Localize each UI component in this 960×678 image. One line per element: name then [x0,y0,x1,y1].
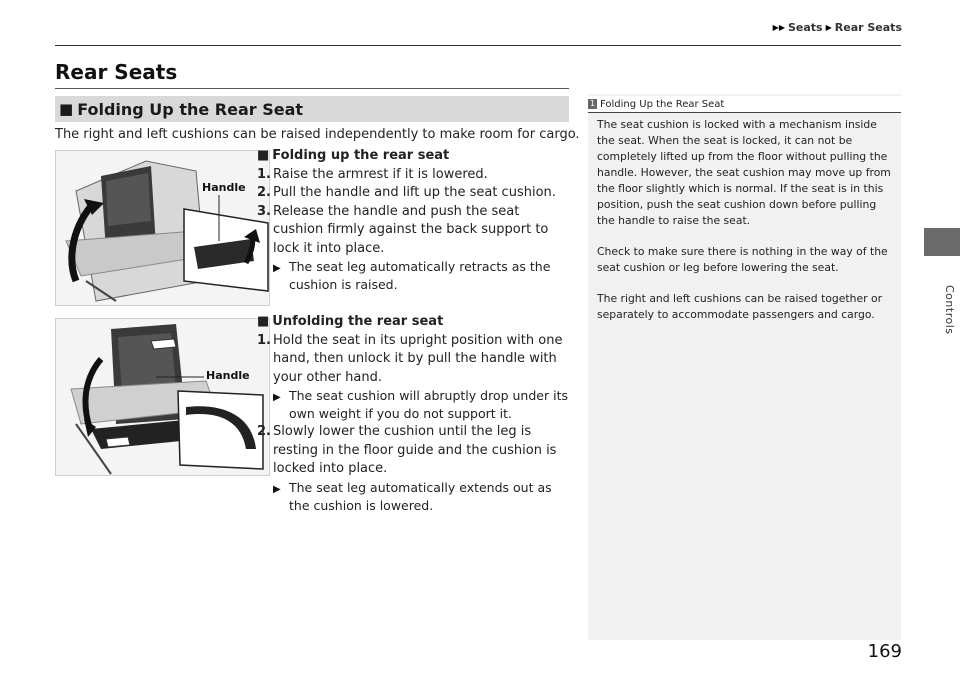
section-title: Folding Up the Rear Seat [77,99,304,119]
header-divider [55,45,901,46]
note-item: ▶ The seat leg automatically extends out as the cushion is lowered. [273,479,552,513]
folding-seat-drawing [56,151,270,306]
breadcrumb [773,21,902,34]
sidebar-paragraph: The seat cushion is locked with a mechanism inside the seat. When the seat is locked, it can not be completely lifted up from the floor without pulling the handle. However, the seat cushion may move up from the floor slightly which is normal. If the seat is in this position, push the seat cushion down before pulling the handle to raise the seat. [597,118,891,227]
section-intro: The right and left cushions can be raised independently to make room for cargo. [55,127,580,142]
unfolding-subheading: ■ Unfolding the rear seat [257,314,444,329]
sidebar-paragraph: Check to make sure there is nothing in the way of the seat cushion or leg before lowering the seat. [597,245,888,274]
handle-callout-label: Handle [202,181,246,194]
unfolding-illustration [55,318,270,476]
breadcrumb-seats[interactable]: Seats [787,21,823,34]
folding-subheading: ■ Folding up the rear seat [257,148,450,163]
arrow-right-icon: ▶ [273,483,281,495]
note-item: ▶ The seat cushion will abruptly drop under its own weight if you do not support it. [273,388,568,421]
sidebar-paragraph: The right and left cushions can be raised together or separately to accommodate passengers and cargo. [597,292,883,321]
triangle-right-icon: ▶▶ [772,23,785,32]
sidebar-heading[interactable]: 1 Folding Up the Rear Seat [588,96,901,113]
reference-sidebar [588,94,901,640]
breadcrumb-rear-seats[interactable]: Rear Seats [834,21,902,34]
chapter-tab-label[interactable]: Controls [943,285,956,335]
folding-steps [257,147,571,294]
square-bullet-icon: ■ [257,314,270,329]
page-number: 169 [867,641,902,662]
list-item: 3. Release the handle and push the seat cushion firmly against the back support to lock it into place. [257,203,549,256]
square-bullet-icon: ■ [257,148,270,163]
section-heading [55,96,569,122]
list-item: 2. Slowly lower the cushion until the leg is resting in the floor guide and the cushion is locked into place. [257,424,557,476]
handle-callout-label: Handle [206,369,250,382]
arrow-right-icon: ▶ [273,392,281,403]
title-divider [55,88,569,89]
unfolding-seat-drawing [56,319,270,476]
arrow-right-icon: ▶ [273,263,281,274]
list-item: 2. Pull the handle and lift up the seat cushion. [257,185,556,200]
square-bullet-icon: ■ [59,100,74,118]
note-item: ▶ The seat leg automatically retracts as the cushion is raised. [273,259,551,292]
reference-icon: 1 [589,99,596,108]
triangle-right-icon: ▶ [825,23,832,32]
list-item: 1. Hold the seat in its upright position with one hand, then unlock it by pull the handle with your other hand. [257,332,563,385]
unfolding-steps [257,313,571,515]
chapter-tab-marker[interactable] [924,228,960,256]
sidebar-body [597,117,895,338]
folding-illustration [55,150,270,306]
page-title: Rear Seats [55,60,178,84]
list-item: 1. Raise the armrest if it is lowered. [257,166,488,182]
